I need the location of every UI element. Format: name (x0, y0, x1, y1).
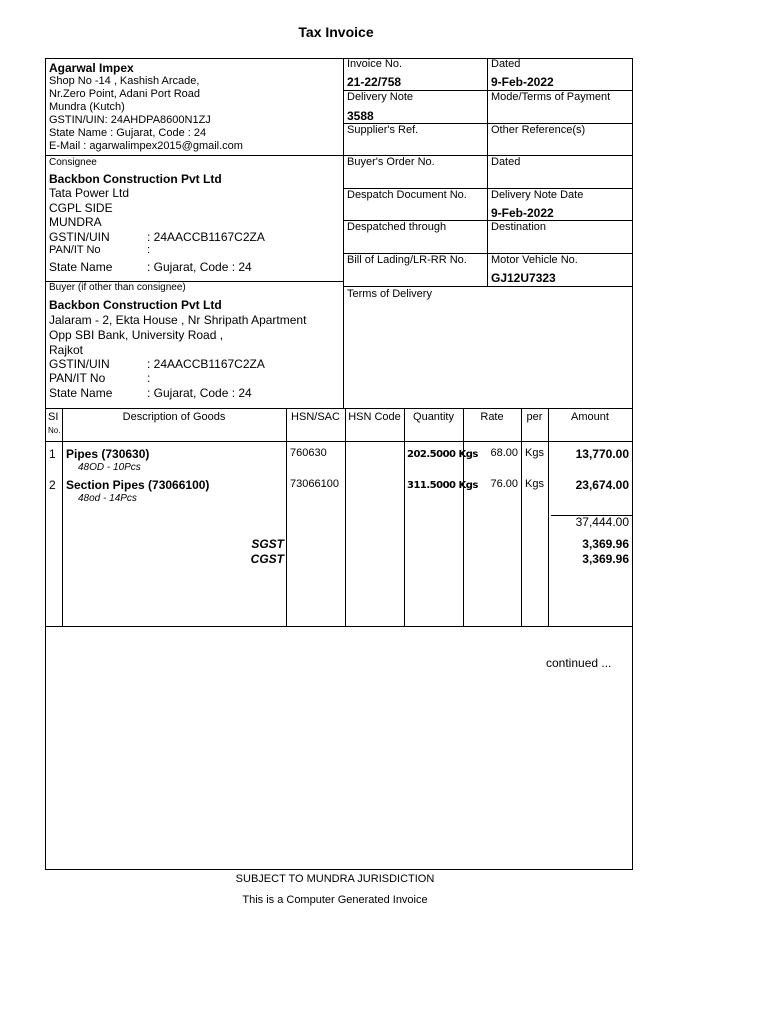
buyer-gstin: : 24AACCB1167C2ZA (147, 357, 265, 371)
consignee-label: Consignee (49, 157, 97, 168)
invoice-date: 9-Feb-2022 (491, 75, 554, 89)
consignee-address-line: CGPL SIDE (49, 201, 113, 215)
seller-state: State Name : Gujarat, Code : 24 (49, 127, 207, 139)
row-sub: 48od - 14Pcs (78, 493, 137, 504)
consignee-address-line: Tata Power Ltd (49, 186, 130, 200)
tax-name: CGST (250, 552, 284, 566)
consignee-pan-label: PAN/IT No (49, 244, 101, 256)
row-hsn: 73066100 (290, 478, 339, 490)
seller-address-line: Nr.Zero Point, Adani Port Road (49, 88, 201, 100)
row-quantity: 202.5000 Kgs (407, 449, 478, 460)
col-per: per (526, 411, 543, 423)
delivery-note-date: 9-Feb-2022 (491, 206, 554, 220)
row-hsn: 760630 (290, 447, 327, 459)
despatch-doc-label: Despatch Document No. (347, 189, 467, 201)
buyer-name: Backbon Construction Pvt Ltd (49, 298, 222, 312)
other-ref-label: Other Reference(s) (491, 124, 586, 136)
consignee-state-label: State Name (49, 260, 113, 274)
buyer-state: : Gujarat, Code : 24 (147, 386, 252, 400)
col-hsn-sac: HSN/SAC (291, 411, 340, 423)
consignee-gstin: : 24AACCB1167C2ZA (147, 230, 265, 244)
col-rate: Rate (480, 411, 504, 423)
row-sub: 48OD - 10Pcs (78, 462, 141, 473)
row-per: Kgs (525, 478, 544, 490)
tax-amount: 3,369.96 (582, 537, 629, 551)
seller-gstin: GSTIN/UIN: 24AHDPA8600N1ZJ (49, 114, 211, 126)
bill-of-lading-label: Bill of Lading/LR-RR No. (347, 254, 467, 266)
seller-address-line: Mundra (Kutch) (49, 101, 125, 113)
row-rate: 76.00 (490, 478, 518, 490)
consignee-address-line: MUNDRA (49, 215, 102, 229)
invoice-no-label: Invoice No. (347, 58, 403, 70)
consignee-name: Backbon Construction Pvt Ltd (49, 172, 222, 186)
row-per: Kgs (525, 447, 544, 459)
delivery-note: 3588 (347, 109, 374, 123)
order-dated-label: Dated (491, 156, 521, 168)
delivery-note-date-label: Delivery Note Date (491, 189, 584, 201)
buyers-order-label: Buyer's Order No. (347, 156, 435, 168)
mode-terms-label: Mode/Terms of Payment (491, 91, 611, 103)
continued-note: continued ... (546, 656, 612, 670)
document-title: Tax Invoice (298, 24, 374, 40)
jurisdiction-note: SUBJECT TO MUNDRA JURISDICTION (235, 873, 435, 885)
tax-amount: 3,369.96 (582, 552, 629, 566)
consignee-state: : Gujarat, Code : 24 (147, 260, 252, 274)
row-description: Section Pipes (73066100) (66, 478, 210, 492)
row-rate: 68.00 (490, 447, 518, 459)
buyer-address-line: Opp SBI Bank, University Road , (49, 328, 224, 342)
row-amount: 23,674.00 (575, 478, 629, 492)
buyer-state-label: State Name (49, 386, 113, 400)
subtotal: 37,444.00 (575, 515, 629, 529)
motor-vehicle-label: Motor Vehicle No. (491, 254, 578, 266)
row-si: 1 (49, 447, 56, 461)
col-description: Description of Goods (122, 411, 226, 423)
col-si: SI (48, 411, 59, 423)
buyer-pan: : (147, 371, 151, 385)
col-quantity: Quantity (413, 411, 454, 423)
buyer-gstin-label: GSTIN/UIN (49, 357, 110, 371)
buyer-address-line: Jalaram - 2, Ekta House , Nr Shripath Apartment (49, 313, 307, 327)
row-description: Pipes (730630) (66, 447, 150, 461)
delivery-note-label: Delivery Note (347, 91, 414, 103)
buyer-pan-label: PAN/IT No (49, 371, 106, 385)
suppliers-ref-label: Supplier's Ref. (347, 124, 419, 136)
despatched-through-label: Despatched through (347, 221, 447, 233)
seller-email: E-Mail : agarwalimpex2015@gmail.com (49, 140, 243, 152)
buyer-label: Buyer (if other than consignee) (49, 282, 186, 293)
col-hsn-code: HSN Code (348, 411, 401, 423)
col-amount: Amount (571, 411, 609, 423)
terms-delivery-label: Terms of Delivery (347, 288, 432, 300)
tax-name: SGST (251, 537, 284, 551)
seller-address-line: Shop No -14 , Kashish Arcade, (49, 75, 200, 87)
destination-label: Destination (491, 221, 547, 233)
row-si: 2 (49, 478, 56, 492)
invoice-no: 21-22/758 (347, 75, 402, 89)
buyer-address-line: Rajkot (49, 343, 84, 357)
consignee-gstin-label: GSTIN/UIN (49, 230, 110, 244)
consignee-pan: : (147, 244, 151, 256)
row-quantity: 311.5000 Kgs (407, 480, 478, 491)
dated-label: Dated (491, 58, 521, 70)
col-si-no: No. (48, 426, 61, 435)
seller-name: Agarwal Impex (49, 61, 134, 75)
motor-vehicle-no: GJ12U7323 (491, 271, 556, 285)
row-amount: 13,770.00 (575, 447, 629, 461)
computer-generated-note: This is a Computer Generated Invoice (242, 894, 428, 906)
